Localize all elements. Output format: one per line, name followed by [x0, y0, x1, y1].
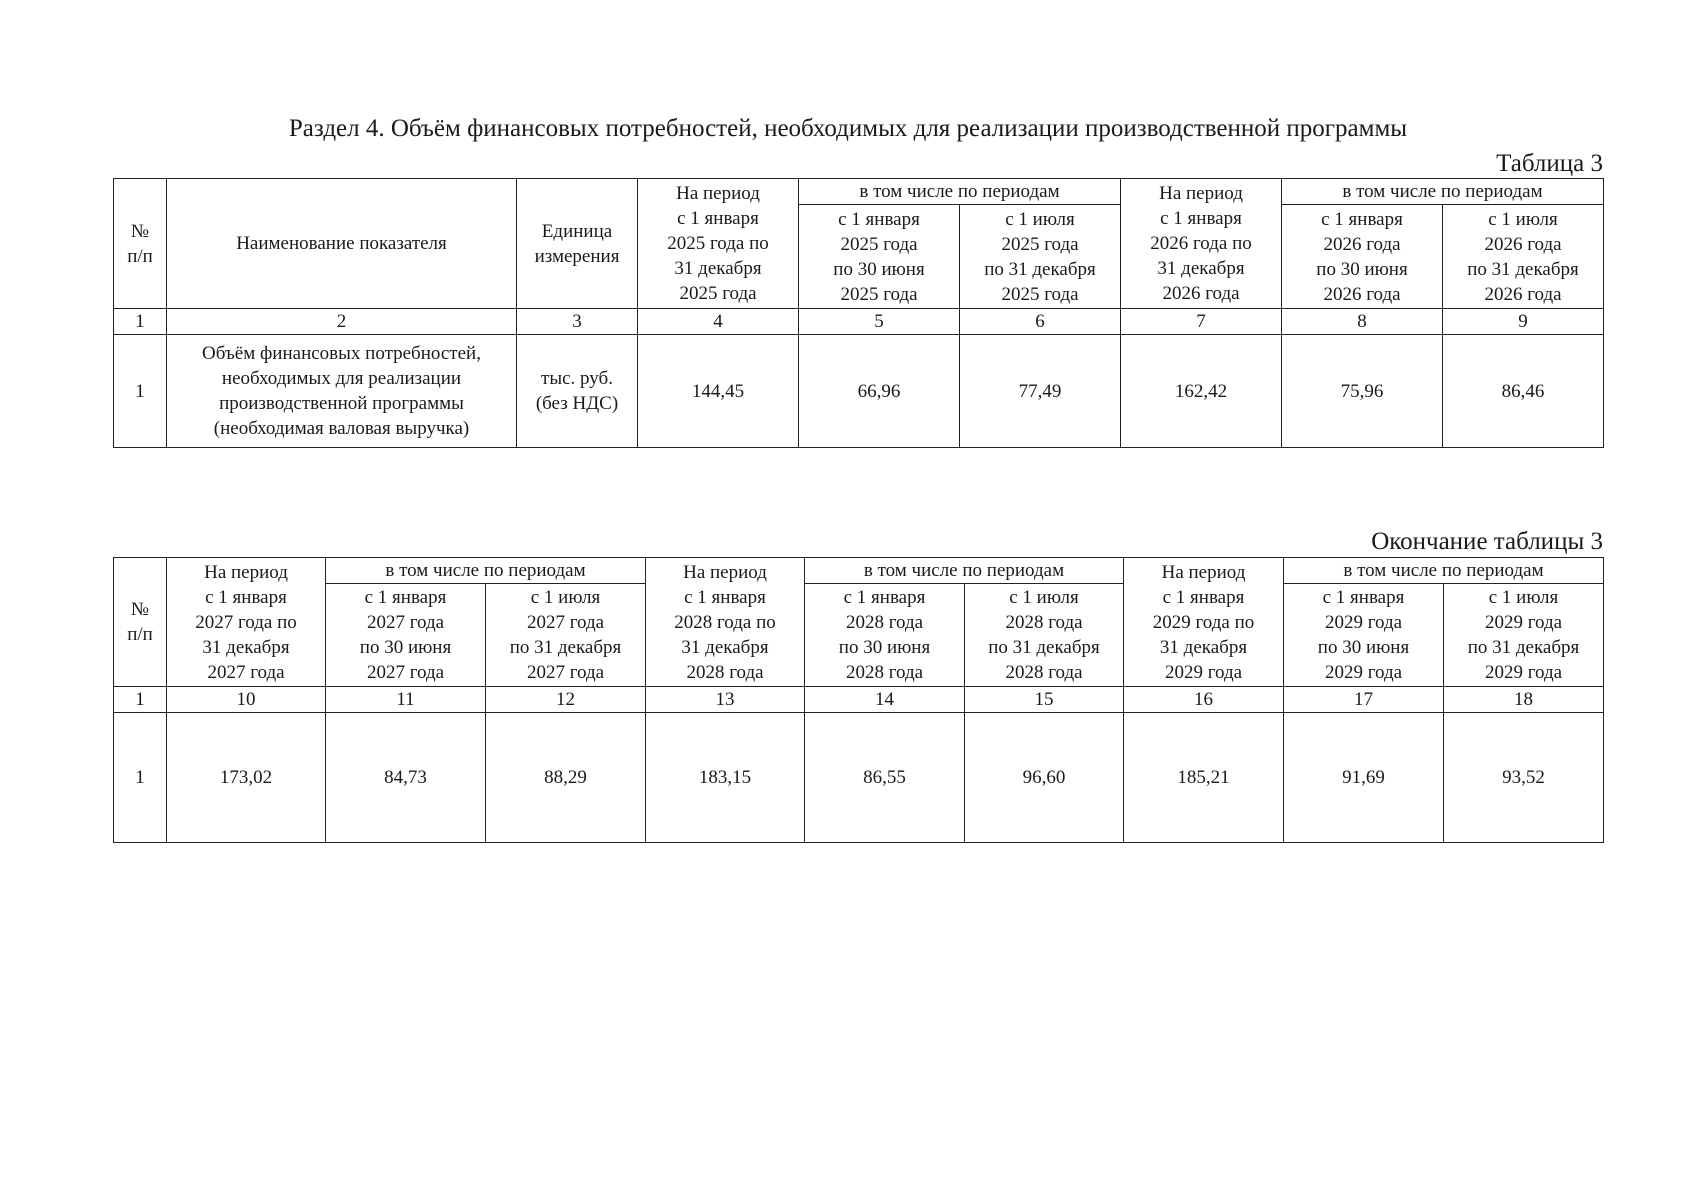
header-period-2026: На период с 1 января 2026 года по 31 декабря 2026 года	[1121, 179, 1282, 309]
header-number: № п/п	[114, 179, 167, 309]
value-h1-2029: 91,69	[1284, 713, 1444, 843]
header-h1-2029: с 1 января 2029 года по 30 июня 2029 года	[1284, 584, 1444, 687]
column-number: 11	[326, 687, 486, 713]
table-row	[114, 713, 1604, 843]
column-number: 17	[1284, 687, 1444, 713]
header-h2-2028: с 1 июля 2028 года по 31 декабря 2028 года	[965, 584, 1124, 687]
column-number: 8	[1282, 309, 1443, 335]
column-number: 14	[805, 687, 965, 713]
column-number: 6	[960, 309, 1121, 335]
header-h2-2029: с 1 июля 2029 года по 31 декабря 2029 года	[1444, 584, 1604, 687]
header-number: № п/п	[114, 558, 167, 687]
header-row	[114, 179, 1604, 205]
column-number: 16	[1124, 687, 1284, 713]
header-subperiods-2029: в том числе по периодам	[1284, 558, 1604, 584]
value-period-2029: 185,21	[1124, 713, 1284, 843]
row-number: 1	[114, 713, 167, 843]
value-h1-2026: 75,96	[1282, 335, 1443, 448]
financial-needs-table	[113, 178, 1604, 448]
table-row	[114, 335, 1604, 448]
value-h2-2026: 86,46	[1443, 335, 1604, 448]
value-period-2025: 144,45	[638, 335, 799, 448]
column-number: 3	[517, 309, 638, 335]
header-h1-2028: с 1 января 2028 года по 30 июня 2028 года	[805, 584, 965, 687]
indicator-name: Объём финансовых потребностей, необходимых для реализации производственной программы (необходимая валовая выручка)	[202, 343, 481, 439]
value-period-2027: 173,02	[167, 713, 326, 843]
column-number: 9	[1443, 309, 1604, 335]
column-number-row	[114, 687, 1604, 713]
financial-needs-table-continuation	[113, 557, 1604, 843]
header-h1-2025: с 1 января 2025 года по 30 июня 2025 года	[799, 205, 960, 309]
value-h2-2027: 88,29	[486, 713, 646, 843]
column-number: 2	[167, 309, 517, 335]
header-subperiods-2026: в том числе по периодам	[1282, 179, 1604, 205]
value-h2-2029: 93,52	[1444, 713, 1604, 843]
value-period-2026: 162,42	[1121, 335, 1282, 448]
table-caption: Таблица 3	[1496, 150, 1603, 177]
column-number-row	[114, 309, 1604, 335]
header-subperiods-2025: в том числе по периодам	[799, 179, 1121, 205]
header-period-2029: На период с 1 января 2029 года по 31 декабря 2029 года	[1124, 558, 1284, 687]
header-h2-2027: с 1 июля 2027 года по 31 декабря 2027 года	[486, 584, 646, 687]
column-number: 10	[167, 687, 326, 713]
header-period-2025: На период с 1 января 2025 года по 31 декабря 2025 года	[638, 179, 799, 309]
table-continuation-caption: Окончание таблицы 3	[1371, 528, 1603, 555]
column-number: 15	[965, 687, 1124, 713]
value-h1-2027: 84,73	[326, 713, 486, 843]
value-h1-2025: 66,96	[799, 335, 960, 448]
header-subperiods-2027: в том числе по периодам	[326, 558, 646, 584]
column-number: 5	[799, 309, 960, 335]
value-h2-2025: 77,49	[960, 335, 1121, 448]
header-h1-2027: с 1 января 2027 года по 30 июня 2027 года	[326, 584, 486, 687]
header-subrow	[114, 584, 1604, 687]
header-period-2027: На период с 1 января 2027 года по 31 декабря 2027 года	[167, 558, 326, 687]
row-number: 1	[114, 335, 167, 448]
header-row	[114, 558, 1604, 584]
header-h1-2026: с 1 января 2026 года по 30 июня 2026 года	[1282, 205, 1443, 309]
header-indicator-name: Наименование показателя	[167, 179, 517, 309]
section-heading: Раздел 4. Объём финансовых потребностей, необходимых для реализации производственной программы	[288, 115, 1408, 142]
value-h1-2028: 86,55	[805, 713, 965, 843]
header-subperiods-2028: в том числе по периодам	[805, 558, 1124, 584]
column-number: 1	[114, 687, 167, 713]
column-number: 7	[1121, 309, 1282, 335]
header-unit: Единица измерения	[517, 179, 638, 309]
column-number: 4	[638, 309, 799, 335]
column-number: 18	[1444, 687, 1604, 713]
header-h2-2025: с 1 июля 2025 года по 31 декабря 2025 года	[960, 205, 1121, 309]
column-number: 1	[114, 309, 167, 335]
header-h2-2026: с 1 июля 2026 года по 31 декабря 2026 года	[1443, 205, 1604, 309]
header-period-2028: На период с 1 января 2028 года по 31 декабря 2028 года	[646, 558, 805, 687]
value-h2-2028: 96,60	[965, 713, 1124, 843]
indicator-name-cell	[167, 335, 517, 448]
value-period-2028: 183,15	[646, 713, 805, 843]
unit-value: тыс. руб. (без НДС)	[517, 335, 638, 448]
column-number: 12	[486, 687, 646, 713]
column-number: 13	[646, 687, 805, 713]
